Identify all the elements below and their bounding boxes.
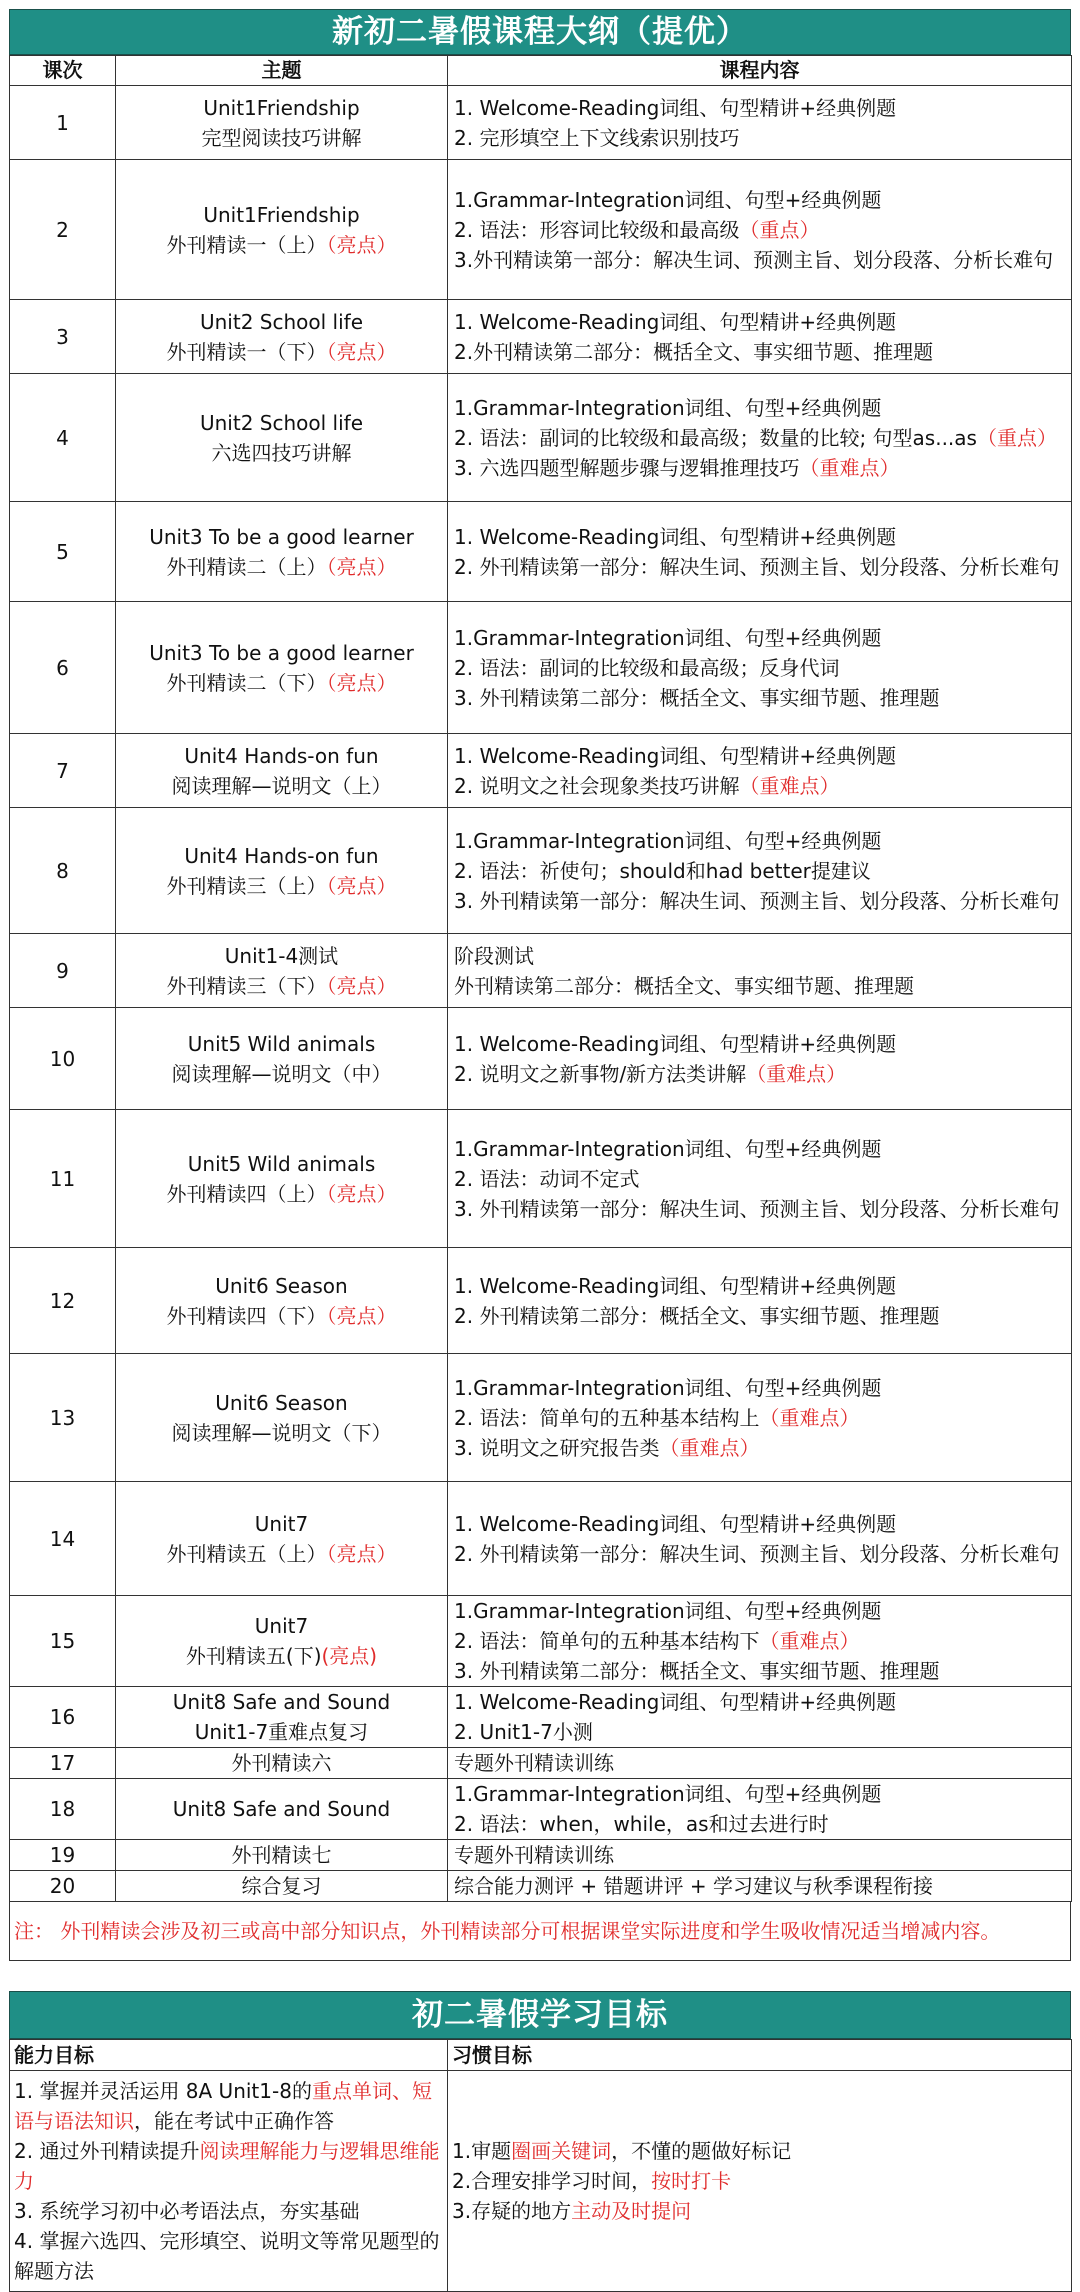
content-text: 2. 外刊精读第二部分：概括全文、事实细节题、推理题	[454, 1303, 940, 1328]
table-row	[10, 1482, 1072, 1596]
lesson-content	[448, 1871, 1072, 1902]
lesson-topic	[116, 502, 448, 602]
content-line	[454, 1403, 1065, 1433]
header-lesson-no: 课次	[10, 56, 116, 86]
lesson-content	[448, 1482, 1072, 1596]
content-text: 3. 外刊精读第二部分：概括全文、事实细节题、推理题	[454, 685, 940, 710]
content-line	[454, 1433, 1065, 1463]
topic-line: 六选四技巧讲解	[211, 440, 352, 465]
topic-line: 阅读理解—说明文（下）	[171, 1420, 392, 1445]
content-text: 1.Grammar-Integration词组、句型+经典例题	[454, 1136, 882, 1161]
lesson-topic	[116, 1779, 448, 1840]
content-text: 2. 语法：祈使句；should和had better提建议	[454, 858, 871, 883]
highlight-tag: （重点）	[739, 217, 820, 242]
topic-line: 外刊精读四（上）（亮点）	[166, 1181, 397, 1206]
content-line	[454, 1539, 1065, 1569]
topic-line: 外刊精读三（上）（亮点）	[166, 873, 397, 898]
topic-line: Unit5 Wild animals	[187, 1151, 376, 1176]
topic-line: Unit6 Season	[215, 1390, 348, 1415]
content-line	[454, 971, 1065, 1001]
content-text: 2. 完形填空上下文线索识别技巧	[454, 125, 740, 150]
goals-body-row	[10, 2071, 1072, 2292]
content-line	[454, 1748, 1065, 1778]
table-row	[10, 86, 1072, 160]
lesson-topic	[116, 1596, 448, 1687]
lesson-number: 16	[10, 1687, 116, 1748]
lesson-topic	[116, 1748, 448, 1779]
goal-item	[452, 2136, 1067, 2166]
topic-line: Unit7	[254, 1614, 309, 1638]
content-text: 3. 六选四题型解题步骤与逻辑推理技巧	[454, 455, 800, 480]
lesson-number: 18	[10, 1779, 116, 1840]
content-text: 1. Welcome-Reading词组、句型精讲+经典例题	[454, 524, 897, 549]
content-line	[454, 1717, 1065, 1747]
content-text: 2. Unit1-7小测	[454, 1720, 593, 1744]
content-text: 1.Grammar-Integration词组、句型+经典例题	[454, 828, 882, 853]
lesson-number: 17	[10, 1748, 116, 1779]
content-text: 1.Grammar-Integration词组、句型+经典例题	[454, 1599, 882, 1623]
lesson-number: 4	[10, 374, 116, 502]
topic-line: Unit1-7重难点复习	[194, 1720, 369, 1744]
lesson-content	[448, 602, 1072, 734]
lesson-content	[448, 934, 1072, 1008]
content-text: 2. 说明文之社会现象类技巧讲解	[454, 773, 740, 798]
highlight-tag: （重点）	[976, 425, 1057, 450]
content-line	[454, 1373, 1065, 1403]
header-content: 课程内容	[448, 56, 1072, 86]
content-text: 2. 语法：简单句的五种基本结构下	[454, 1629, 760, 1653]
lesson-topic	[116, 1008, 448, 1110]
content-line	[454, 653, 1065, 683]
topic-line: Unit1-4测试	[224, 943, 339, 968]
topic-line: Unit4 Hands-on fun	[184, 843, 379, 868]
content-line	[454, 337, 1065, 367]
table-row	[10, 808, 1072, 934]
lesson-topic	[116, 602, 448, 734]
content-text: 1. Welcome-Reading词组、句型精讲+经典例题	[454, 1031, 897, 1056]
goal-item	[452, 2166, 1067, 2196]
lesson-number: 11	[10, 1110, 116, 1248]
topic-line: 外刊精读四（下）（亮点）	[166, 1303, 397, 1328]
table-row	[10, 1748, 1072, 1779]
lesson-number: 12	[10, 1248, 116, 1354]
content-text: 专题外刊精读训练	[454, 1751, 614, 1775]
topic-line: 阅读理解—说明文（上）	[171, 773, 392, 798]
content-text: 1. Welcome-Reading词组、句型精讲+经典例题	[454, 1511, 897, 1536]
highlight-tag: （亮点）	[326, 1303, 397, 1328]
table-row	[10, 502, 1072, 602]
lesson-content	[448, 1354, 1072, 1482]
content-line	[454, 856, 1065, 886]
lesson-topic	[116, 1248, 448, 1354]
content-text: 外刊精读第二部分：概括全文、事实细节题、推理题	[454, 973, 914, 998]
content-line	[454, 1134, 1065, 1164]
lesson-number: 1	[10, 86, 116, 160]
content-line	[454, 1194, 1065, 1224]
content-line	[454, 123, 1065, 153]
goal-highlight: 重点单词、短语与语法知识	[14, 2079, 432, 2133]
topic-line: Unit6 Season	[215, 1273, 348, 1298]
content-line	[454, 1164, 1065, 1194]
content-line	[454, 1626, 1065, 1656]
topic-line: 外刊精读五(下)(亮点)	[185, 1644, 378, 1668]
goal-item	[452, 2196, 1067, 2226]
lesson-number: 5	[10, 502, 116, 602]
lesson-number: 13	[10, 1354, 116, 1482]
lesson-number: 8	[10, 808, 116, 934]
content-line	[454, 1059, 1065, 1089]
goal-text: 4. 掌握六选四、完形填空、说明文等常见题型的解题方法	[14, 2229, 440, 2283]
goal-text: ，能在考试中正确作答	[134, 2109, 334, 2133]
footnote: 注： 外刊精读会涉及初三或高中部分知识点，外刊精读部分可根据课堂实际进度和学生吸收情况适当增减内容。	[9, 1902, 1071, 1961]
lesson-content	[448, 1110, 1072, 1248]
content-text: 2. 外刊精读第一部分：解决生词、预测主旨、划分段落、分析长难句	[454, 554, 1060, 579]
goal-item	[14, 2226, 443, 2286]
lesson-number: 3	[10, 300, 116, 374]
content-text: 2. 语法：形容词比较级和最高级	[454, 217, 740, 242]
content-line	[454, 522, 1065, 552]
content-line	[454, 886, 1065, 916]
content-text: 3.外刊精读第一部分：解决生词、预测主旨、划分段落、分析长难句	[454, 247, 1054, 272]
ability-goals-header: 能力目标	[10, 2040, 448, 2071]
content-line	[454, 1596, 1065, 1626]
content-line	[454, 683, 1065, 713]
topic-line: Unit5 Wild animals	[187, 1031, 376, 1056]
highlight-tag: （亮点）	[326, 554, 397, 579]
lesson-content	[448, 300, 1072, 374]
content-text: 2.外刊精读第二部分：概括全文、事实细节题、推理题	[454, 339, 934, 364]
content-line	[454, 1509, 1065, 1539]
table-row	[10, 1110, 1072, 1248]
topic-line: Unit8 Safe and Sound	[172, 1797, 391, 1821]
content-text: 3. 外刊精读第二部分：概括全文、事实细节题、推理题	[454, 1659, 940, 1683]
content-text: 2. 外刊精读第一部分：解决生词、预测主旨、划分段落、分析长难句	[454, 1541, 1060, 1566]
lesson-content	[448, 374, 1072, 502]
content-line	[454, 552, 1065, 582]
topic-line: 外刊精读二（下）（亮点）	[166, 670, 397, 695]
highlight-tag: （重难点）	[759, 1405, 860, 1430]
lesson-content	[448, 502, 1072, 602]
goal-highlight: 主动及时提问	[571, 2199, 692, 2223]
topic-line: Unit3 To be a good learner	[149, 524, 414, 549]
table-row	[10, 1596, 1072, 1687]
content-line	[454, 93, 1065, 123]
topic-line: Unit1Friendship	[203, 202, 360, 227]
goals-header-row	[10, 2040, 1072, 2071]
content-line	[454, 307, 1065, 337]
table-row	[10, 1354, 1072, 1482]
lesson-number: 14	[10, 1482, 116, 1596]
content-line	[454, 1840, 1065, 1870]
topic-line: Unit3 To be a good learner	[149, 640, 414, 665]
content-line	[454, 185, 1065, 215]
content-line	[454, 1871, 1065, 1901]
page	[9, 9, 1071, 2292]
content-line	[454, 245, 1065, 275]
table-row	[10, 1779, 1072, 1840]
content-line	[454, 215, 1065, 245]
goal-highlight: 阅读理解能力与逻辑思维能力	[14, 2139, 440, 2193]
content-text: 2. 语法：副词的比较级和最高级；反身代词	[454, 655, 840, 680]
lesson-topic	[116, 1482, 448, 1596]
topic-line: Unit4 Hands-on fun	[184, 743, 379, 768]
lesson-number: 2	[10, 160, 116, 300]
highlight-tag: （重难点）	[659, 1435, 760, 1460]
content-text: 3. 说明文之研究报告类	[454, 1435, 660, 1460]
goal-text: ，不懂的题做好标记	[611, 2139, 792, 2163]
lesson-number: 9	[10, 934, 116, 1008]
lesson-content	[448, 86, 1072, 160]
content-text: 2. 语法：when，while，as和过去进行时	[454, 1812, 829, 1836]
table-row	[10, 734, 1072, 808]
goal-text: 1. 掌握并灵活运用 8A Unit1-8的	[14, 2079, 312, 2103]
highlight-tag: （亮点）	[326, 1541, 397, 1566]
habit-goals-list	[448, 2071, 1072, 2292]
lesson-content	[448, 808, 1072, 934]
content-line	[454, 1029, 1065, 1059]
highlight-tag: （亮点）	[326, 1181, 397, 1206]
table-row	[10, 160, 1072, 300]
content-text: 专题外刊精读训练	[454, 1843, 614, 1867]
topic-line: 外刊精读一（下）（亮点）	[166, 339, 397, 364]
content-line	[454, 1271, 1065, 1301]
content-text: 2. 语法：简单句的五种基本结构上	[454, 1405, 760, 1430]
content-text: 1. Welcome-Reading词组、句型精讲+经典例题	[454, 309, 897, 334]
goal-text: 3.存疑的地方	[452, 2199, 572, 2223]
topic-line: 阅读理解—说明文（中）	[171, 1061, 392, 1086]
content-line	[454, 623, 1065, 653]
lesson-topic	[116, 1840, 448, 1871]
table-row	[10, 1687, 1072, 1748]
lesson-content	[448, 160, 1072, 300]
table-body	[10, 86, 1072, 1902]
topic-line: 外刊精读二（上）（亮点）	[166, 554, 397, 579]
lesson-content	[448, 1748, 1072, 1779]
highlight-tag: （亮点）	[326, 973, 397, 998]
table-row	[10, 374, 1072, 502]
highlight-tag: (亮点)	[321, 1644, 378, 1668]
lesson-content	[448, 1840, 1072, 1871]
content-line	[454, 393, 1065, 423]
goal-text: 1.审题	[452, 2139, 512, 2163]
header-topic: 主题	[116, 56, 448, 86]
course-outline-table	[9, 55, 1072, 1902]
topic-line: Unit1Friendship	[203, 95, 360, 120]
highlight-tag: （亮点）	[326, 232, 397, 257]
content-line	[454, 771, 1065, 801]
content-text: 1.Grammar-Integration词组、句型+经典例题	[454, 395, 882, 420]
lesson-content	[448, 734, 1072, 808]
topic-line: 外刊精读七	[231, 1843, 332, 1867]
lesson-content	[448, 1596, 1072, 1687]
goals-title: 初二暑假学习目标	[9, 1991, 1071, 2039]
content-text: 2. 语法：动词不定式	[454, 1166, 640, 1191]
goal-text: 2.合理安排学习时间，	[452, 2169, 652, 2193]
content-line	[454, 1301, 1065, 1331]
topic-line: Unit7	[254, 1511, 309, 1536]
content-text: 1. Welcome-Reading词组、句型精讲+经典例题	[454, 743, 897, 768]
topic-line: Unit2 School life	[199, 410, 363, 435]
content-line	[454, 423, 1065, 453]
content-text: 1.Grammar-Integration词组、句型+经典例题	[454, 1375, 882, 1400]
goal-text: 2. 通过外刊精读提升	[14, 2139, 200, 2163]
content-text: 2. 说明文之新事物/新方法类讲解	[454, 1061, 747, 1086]
lesson-topic	[116, 160, 448, 300]
goals-table	[9, 2039, 1072, 2292]
table-row	[10, 1248, 1072, 1354]
content-line	[454, 826, 1065, 856]
lesson-number: 19	[10, 1840, 116, 1871]
highlight-tag: （亮点）	[326, 339, 397, 364]
lesson-topic	[116, 300, 448, 374]
topic-line: 完型阅读技巧讲解	[201, 125, 362, 150]
table-row	[10, 602, 1072, 734]
table-header-row	[10, 56, 1072, 86]
topic-line: 外刊精读一（上）（亮点）	[166, 232, 397, 257]
goal-text: 3. 系统学习初中必考语法点，夯实基础	[14, 2199, 360, 2223]
table-row	[10, 1840, 1072, 1871]
content-text: 2. 语法：副词的比较级和最高级；数量的比较; 句型as...as	[454, 425, 977, 450]
lesson-number: 15	[10, 1596, 116, 1687]
content-line	[454, 741, 1065, 771]
content-text: 1. Welcome-Reading词组、句型精讲+经典例题	[454, 1690, 897, 1714]
content-text: 综合能力测评 + 错题讲评 + 学习建议与秋季课程衔接	[454, 1874, 933, 1898]
topic-line: 外刊精读六	[231, 1751, 332, 1775]
lesson-content	[448, 1687, 1072, 1748]
content-line	[454, 453, 1065, 483]
content-line	[454, 1656, 1065, 1686]
highlight-tag: （重难点）	[739, 773, 840, 798]
goal-item	[14, 2136, 443, 2196]
highlight-tag: （亮点）	[326, 873, 397, 898]
lesson-content	[448, 1248, 1072, 1354]
lesson-number: 20	[10, 1871, 116, 1902]
lesson-topic	[116, 1354, 448, 1482]
lesson-topic	[116, 1687, 448, 1748]
goal-item	[14, 2076, 443, 2136]
lesson-number: 10	[10, 1008, 116, 1110]
table-row	[10, 1008, 1072, 1110]
content-text: 3. 外刊精读第一部分：解决生词、预测主旨、划分段落、分析长难句	[454, 1196, 1060, 1221]
lesson-topic	[116, 374, 448, 502]
content-text: 3. 外刊精读第一部分：解决生词、预测主旨、划分段落、分析长难句	[454, 888, 1060, 913]
content-line	[454, 1779, 1065, 1809]
lesson-topic	[116, 808, 448, 934]
topic-line: 综合复习	[241, 1874, 322, 1898]
goal-highlight: 按时打卡	[651, 2169, 732, 2193]
content-text: 阶段测试	[454, 943, 534, 968]
lesson-topic	[116, 1871, 448, 1902]
table-row	[10, 300, 1072, 374]
ability-goals-list	[10, 2071, 448, 2292]
content-text: 1.Grammar-Integration词组、句型+经典例题	[454, 1782, 882, 1806]
table-row	[10, 934, 1072, 1008]
topic-line: Unit2 School life	[199, 309, 363, 334]
topic-line: 外刊精读三（下）（亮点）	[166, 973, 397, 998]
content-line	[454, 941, 1065, 971]
table-row	[10, 1871, 1072, 1902]
goal-item	[14, 2196, 443, 2226]
highlight-tag: （重难点）	[799, 455, 900, 480]
highlight-tag: （亮点）	[326, 670, 397, 695]
topic-line: 外刊精读五（上）（亮点）	[166, 1541, 397, 1566]
lesson-topic	[116, 934, 448, 1008]
lesson-topic	[116, 1110, 448, 1248]
lesson-content	[448, 1008, 1072, 1110]
highlight-tag: （重难点）	[746, 1061, 847, 1086]
lesson-number: 6	[10, 602, 116, 734]
content-text: 1.Grammar-Integration词组、句型+经典例题	[454, 187, 882, 212]
habit-goals-header: 习惯目标	[448, 2040, 1072, 2071]
content-line	[454, 1809, 1065, 1839]
lesson-topic	[116, 734, 448, 808]
content-line	[454, 1687, 1065, 1717]
lesson-topic	[116, 86, 448, 160]
topic-line: Unit8 Safe and Sound	[172, 1690, 391, 1714]
goal-highlight: 圈画关键词	[511, 2139, 612, 2163]
content-text: 1.Grammar-Integration词组、句型+经典例题	[454, 625, 882, 650]
page-title: 新初二暑假课程大纲（提优）	[9, 9, 1071, 55]
content-text: 1. Welcome-Reading词组、句型精讲+经典例题	[454, 1273, 897, 1298]
highlight-tag: （重难点）	[759, 1629, 860, 1653]
lesson-content	[448, 1779, 1072, 1840]
content-text: 1. Welcome-Reading词组、句型精讲+经典例题	[454, 95, 897, 120]
lesson-number: 7	[10, 734, 116, 808]
